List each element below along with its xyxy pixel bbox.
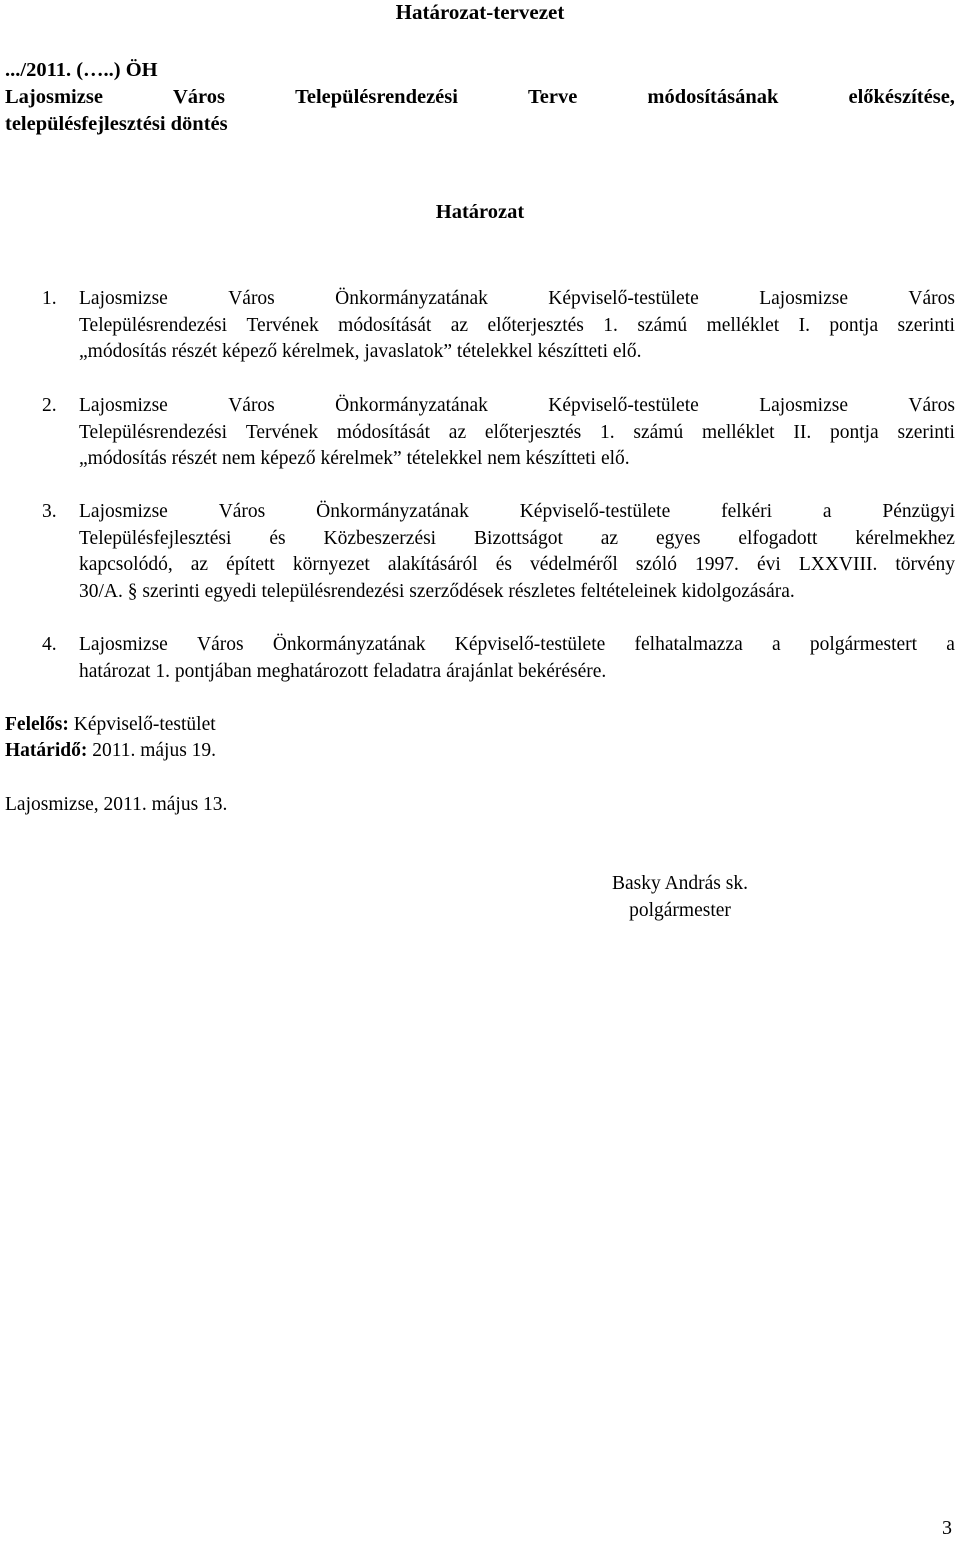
item-line [79,393,955,420]
word: törvény [895,554,955,575]
word: 1. [603,314,618,336]
word: alakításáról [387,554,478,575]
word: Város [228,395,275,416]
item-line [79,286,955,313]
word: Közbeszerzési [323,527,437,549]
signatory-role: polgármester [629,900,731,921]
word: az [450,314,469,336]
item-body [79,286,955,366]
subject-line-2: településfejlesztési döntés [5,113,228,135]
word: számú [633,421,684,443]
word: Lajosmizse [759,395,848,416]
word: előterjesztés [484,421,582,443]
item-body [79,393,955,473]
item-number: 2. [42,395,57,416]
word: felhatalmazza [634,634,743,655]
word: Településrendezési [79,421,228,443]
word: Város [908,395,955,416]
word: Város [228,288,275,309]
word: melléklet [706,314,780,336]
word: szerinti [897,314,955,336]
word: polgármestert [809,634,918,655]
word: Lajosmizse [759,288,848,309]
word: szóló [635,554,677,575]
deadline-value: 2011. május 19. [87,740,217,761]
word: a [771,634,781,655]
word: egyes [656,527,701,549]
word: II. [793,421,812,443]
word: Tervének [246,314,319,336]
item-last-line: határozat 1. pontjában meghatározott feladatra árajánlat bekérésére. [79,660,607,682]
word: pontja [829,421,879,443]
word: Képviselő-testülete [454,634,606,655]
word: Terve [528,86,578,108]
page-number: 3 [942,1517,952,1539]
responsible-value: Képviselő-testület [68,714,216,735]
word: Tervének [245,421,319,443]
word: szerinti [897,421,955,443]
word: pontja [829,314,879,336]
word: LXXVIII. [798,554,878,575]
word: Önkormányzatának [335,288,488,309]
deadline-label: Határidő: [5,740,88,761]
word: elfogadott [738,527,818,549]
item-line [79,420,955,447]
word: épített [226,554,275,575]
signatory-name: Basky András sk. [612,873,748,894]
word: Képviselő-testülete [519,501,671,522]
word: Bizottságot [474,527,563,549]
word: Önkormányzatának [335,395,488,416]
word: Képviselő-testülete [548,288,699,309]
responsible-line [5,712,216,739]
word: módosításának [647,86,779,108]
word: Lajosmizse [5,86,103,108]
item-line [79,313,955,340]
word: az [600,527,619,549]
item-body [79,632,955,685]
resolution-heading-text: Határozat [435,201,525,223]
word: előkészítése, [848,86,955,108]
item-number: 3. [42,501,57,522]
word: módosítását [336,421,431,443]
item-last-line: „módosítás részét képező kérelmek, javaslatok” tételekkel készítteti elő. [79,341,642,362]
word: a [822,501,832,522]
word: a [946,634,955,655]
item-last-line: 30/A. § szerinti egyedi településrendezési szerződések részletes feltételeinek kidolgozására. [79,580,795,602]
subject-line-1 [5,84,955,111]
word: Lajosmizse [79,634,168,655]
draft-title: Határozat-tervezet [395,0,565,24]
word: Város [173,86,226,108]
word: Város [197,634,244,655]
word: Képviselő-testülete [548,395,699,416]
item-line [79,499,955,526]
item-line [79,526,955,553]
word: 1. [600,421,615,443]
deadline-line [5,738,216,765]
item-number: 1. [42,288,57,309]
word: Lajosmizse [79,501,168,522]
word: kapcsolódó, [79,554,173,575]
word: Önkormányzatának [316,501,469,522]
word: Településfejlesztési [79,527,232,549]
word: Pénzügyi [882,501,955,522]
word: I. [798,314,810,336]
word: évi [756,554,781,575]
item-line [79,632,955,659]
word: az [190,554,209,575]
word: és [495,554,512,575]
word: melléklet [702,421,775,443]
word: felkéri [721,501,773,522]
responsible-label: Felelős: [5,714,69,735]
word: Lajosmizse [79,288,168,309]
word: Város [218,501,266,522]
word: az [448,421,467,443]
word: módosítását [338,314,432,336]
word: védelméről [530,554,618,575]
item-number: 4. [42,634,57,655]
word: Településrendezési [79,314,228,336]
word: kérelmekhez [855,527,955,549]
resolution-heading [0,199,960,226]
word: Településrendezési [295,86,458,108]
word: számú [637,314,688,336]
item-last-line: „módosítás részét nem képező kérelmek” tételekkel nem készítteti elő. [79,448,630,469]
word: Önkormányzatának [272,634,426,655]
resolution-number: .../2011. (…..) ÖH [5,59,158,81]
item-line [79,552,955,579]
item-body [79,499,955,605]
word: környezet [292,554,370,575]
word: 1997. [695,554,739,575]
word: Város [908,288,955,309]
place-date: Lajosmizse, 2011. május 13. [5,794,228,815]
word: és [269,527,286,549]
word: előterjesztés [487,314,584,336]
word: Lajosmizse [79,395,168,416]
